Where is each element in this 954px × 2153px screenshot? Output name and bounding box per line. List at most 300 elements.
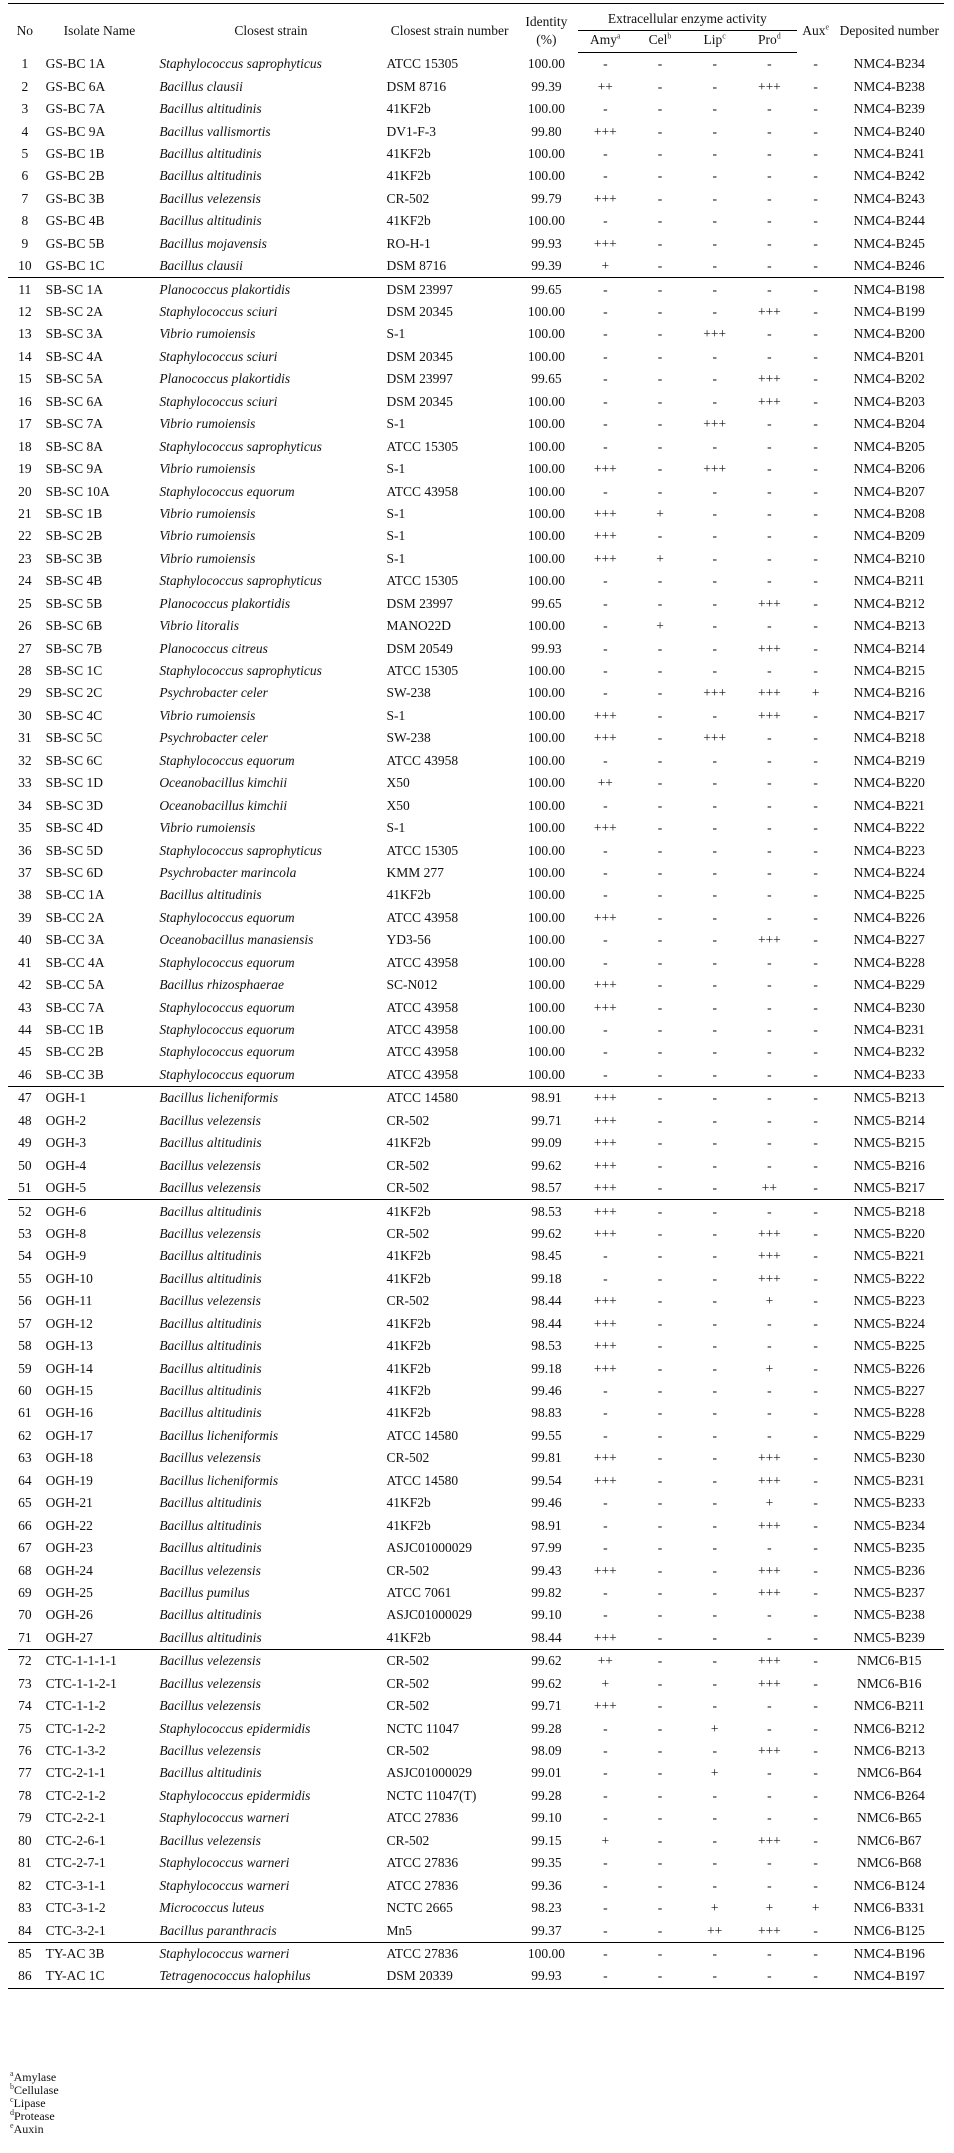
cell-closest-strain: Planococcus plakortidis [157, 278, 384, 301]
cell-no: 64 [18, 1472, 32, 1488]
cell-protease: +++ [757, 1270, 781, 1286]
cell-lipase: - [712, 1450, 717, 1466]
cell-deposited-number: NMC4-B210 [853, 550, 925, 566]
table-row [8, 682, 944, 704]
cell-deposited-number: NMC4-B217 [853, 707, 925, 723]
cell-lipase: - [712, 909, 717, 925]
cell-no: 81 [18, 1855, 32, 1871]
cell-deposited-number: NMC4-B211 [853, 573, 925, 589]
cell-strain-number: CR-502 [384, 1650, 514, 1673]
cell-isolate-name: SB-SC 4B [45, 573, 103, 589]
lip-footnote-mark: c [722, 31, 726, 41]
cell-closest-strain: Staphylococcus equorum [159, 1044, 295, 1060]
cell-lipase: - [712, 235, 717, 251]
cell-lipase: ++ [707, 1922, 723, 1938]
cell-strain-number: ATCC 15305 [386, 573, 459, 589]
footnote-text: Amylase [13, 2070, 57, 2084]
cell-auxin: - [813, 550, 818, 566]
table-row [8, 1110, 944, 1132]
cell-deposited-number: NMC4-B218 [853, 730, 925, 746]
cell-lipase: - [712, 1360, 717, 1376]
cell-auxin: - [813, 304, 818, 320]
table-row [8, 1514, 944, 1536]
table-row [8, 1762, 944, 1784]
cell-closest-strain: Bacillus velezensis [159, 1225, 261, 1241]
cell-isolate-name: SB-CC 7A [45, 999, 105, 1015]
cell-identity: 99.39 [531, 78, 562, 94]
cell-protease: - [767, 258, 772, 274]
cell-no: 7 [21, 190, 29, 206]
cell-lipase: - [712, 190, 717, 206]
cell-lipase: - [712, 1584, 717, 1600]
cell-amylase: - [603, 685, 608, 701]
cell-cellulase: + [656, 618, 664, 634]
cell-protease: - [767, 1066, 772, 1082]
cell-closest-strain: Vibrio rumoiensis [159, 461, 256, 477]
cell-deposited-number: NMC5-B215 [853, 1135, 925, 1151]
cell-cellulase: - [657, 1584, 663, 1600]
cell-identity: 100.00 [527, 550, 565, 566]
table-row [8, 1537, 944, 1559]
cell-no: 30 [18, 707, 32, 723]
cell-no: 66 [18, 1517, 32, 1533]
cell-isolate-name: SB-SC 6B [45, 618, 103, 634]
cell-lipase: - [712, 663, 717, 679]
cell-protease: - [767, 1338, 772, 1354]
cell-lipase: - [712, 438, 717, 454]
cell-amylase: - [603, 752, 608, 768]
cell-isolate-name: CTC-3-2-1 [45, 1922, 106, 1938]
cell-closest-strain: Staphylococcus warneri [157, 1942, 384, 1965]
table-row [8, 1965, 944, 1988]
cell-protease: - [767, 123, 772, 139]
cell-identity: 99.62 [531, 1675, 562, 1691]
cell-isolate-name: GS-BC 5B [45, 235, 105, 251]
cell-no: 19 [18, 461, 32, 477]
cell-deposited-number: NMC4-B222 [853, 820, 925, 836]
cell-deposited-number: NMC5-B230 [853, 1450, 925, 1466]
cell-lipase: - [712, 1855, 717, 1871]
cell-no: 5 [21, 145, 29, 161]
cell-deposited-number: NMC4-B228 [853, 954, 925, 970]
cell-auxin: - [813, 1293, 818, 1309]
cell-protease: +++ [757, 1675, 781, 1691]
cell-lipase: - [712, 1787, 717, 1803]
cell-closest-strain: Staphylococcus equorum [159, 909, 295, 925]
cell-strain-number: S-1 [386, 528, 406, 544]
cell-deposited-number: NMC6-B125 [853, 1922, 925, 1938]
cell-identity: 98.91 [531, 1517, 562, 1533]
cell-cellulase: - [657, 1517, 663, 1533]
cell-protease: +++ [757, 371, 781, 387]
cell-amylase: - [603, 1877, 608, 1893]
table-row [8, 1582, 944, 1604]
cell-lipase: - [712, 1270, 717, 1286]
cell-auxin: - [813, 438, 818, 454]
cell-closest-strain: Bacillus vallismortis [159, 123, 271, 139]
cell-strain-number: S-1 [386, 505, 406, 521]
cell-no: 51 [18, 1180, 32, 1196]
cell-protease: - [767, 730, 772, 746]
cell-auxin: - [813, 1675, 818, 1691]
cell-identity: 100.00 [527, 954, 565, 970]
cell-closest-strain: Staphylococcus equorum [159, 752, 295, 768]
table-row [8, 1245, 944, 1267]
cell-cellulase: - [633, 1087, 688, 1110]
table-row [8, 1064, 944, 1087]
cell-identity: 100.00 [527, 416, 565, 432]
cell-protease: - [767, 505, 772, 521]
cell-auxin: - [813, 1584, 818, 1600]
cell-deposited-number: NMC4-B221 [853, 797, 925, 813]
cell-amylase: - [603, 326, 608, 342]
cell-amylase: - [603, 842, 608, 858]
table-row [8, 952, 944, 974]
cell-auxin: - [813, 123, 818, 139]
cell-cellulase: - [657, 78, 663, 94]
cell-strain-number: 41KF2b [386, 1495, 431, 1511]
header-row-top [8, 4, 944, 31]
cell-amylase: - [603, 348, 608, 364]
cell-strain-number: CR-502 [386, 1743, 430, 1759]
cell-auxin: - [813, 371, 818, 387]
cell-closest-strain: Bacillus velezensis [159, 1450, 261, 1466]
cell-deposited-number: NMC5-B221 [853, 1248, 925, 1264]
cell-isolate-name: SB-SC 3D [45, 797, 104, 813]
cell-deposited-number: NMC6-B264 [853, 1787, 925, 1803]
cell-cellulase: - [633, 1942, 688, 1965]
cell-auxin: - [813, 1338, 818, 1354]
cell-closest-strain: Oceanobacillus manasiensis [159, 932, 314, 948]
cell-auxin: - [813, 1495, 818, 1511]
table-row [8, 525, 944, 547]
cell-strain-number: CR-502 [386, 1157, 430, 1173]
table-row [8, 862, 944, 884]
footnote-mark: d [10, 2108, 14, 2117]
table-row [8, 1673, 944, 1695]
table-row [8, 1740, 944, 1762]
cell-strain-number: CR-502 [386, 1675, 430, 1691]
table-row [8, 1177, 944, 1200]
cell-lipase: - [712, 393, 717, 409]
cell-protease: - [767, 1698, 772, 1714]
cell-identity: 98.44 [531, 1293, 562, 1309]
cell-identity: 99.62 [531, 1157, 562, 1173]
footnote-mark: b [10, 2082, 14, 2091]
table-row [8, 1402, 944, 1424]
cell-amylase: +++ [593, 550, 617, 566]
cell-cellulase: - [657, 1225, 663, 1241]
cell-closest-strain: Bacillus clausii [159, 258, 243, 274]
table-row [8, 1627, 944, 1650]
cell-closest-strain: Vibrio litoralis [159, 618, 239, 634]
cell-amylase: - [603, 101, 608, 117]
cell-auxin: - [813, 1066, 818, 1082]
cell-protease: - [767, 1315, 772, 1331]
cell-auxin: - [813, 190, 818, 206]
cell-cellulase: - [657, 123, 663, 139]
cell-lipase: - [712, 123, 717, 139]
cell-closest-strain: Planococcus citreus [159, 640, 268, 656]
cell-isolate-name: OGH-22 [45, 1517, 93, 1533]
cell-deposited-number: NMC6-B65 [857, 1810, 922, 1826]
cell-deposited-number: NMC4-B234 [853, 55, 925, 71]
cell-deposited-number: NMC4-B226 [853, 909, 925, 925]
cell-cellulase: - [657, 864, 663, 880]
table-row [8, 817, 944, 839]
cell-deposited-number: NMC5-B216 [853, 1157, 925, 1173]
cell-cellulase: - [657, 1472, 663, 1488]
cell-no: 42 [18, 977, 32, 993]
cell-protease: + [765, 1900, 774, 1916]
cell-isolate-name: GS-BC 1B [45, 145, 105, 161]
cell-isolate-name: SB-CC 1A [45, 887, 105, 903]
cell-no: 48 [18, 1112, 32, 1128]
cell-strain-number: ATCC 43958 [386, 999, 459, 1015]
cell-no: 39 [18, 909, 32, 925]
cell-isolate-name: CTC-1-2-2 [45, 1720, 106, 1736]
cell-cellulase: - [657, 1743, 663, 1759]
cell-lipase: - [712, 528, 717, 544]
cell-isolate-name: SB-SC 1B [45, 505, 103, 521]
cell-isolate-name: OGH-5 [45, 1180, 87, 1196]
cell-isolate-name: SB-SC 1C [45, 663, 103, 679]
cell-deposited-number: NMC6-B211 [853, 1698, 925, 1714]
cell-lipase: - [687, 278, 742, 301]
cell-lipase: - [712, 483, 717, 499]
cell-deposited-number: NMC4-B208 [853, 505, 925, 521]
cell-deposited-number: NMC4-B219 [853, 752, 925, 768]
cell-closest-strain: Vibrio rumoiensis [159, 550, 256, 566]
cell-auxin: + [811, 685, 820, 701]
table-row [8, 346, 944, 368]
cell-isolate-name: SB-SC 4A [45, 348, 104, 364]
cell-deposited-number: NMC4-B229 [853, 977, 925, 993]
table-row [8, 1132, 944, 1154]
cell-no: 16 [18, 393, 32, 409]
table-row [8, 1154, 944, 1176]
cell-strain-number: 41KF2b [386, 145, 431, 161]
cell-no: 35 [18, 820, 32, 836]
cell-protease: +++ [757, 1517, 781, 1533]
cell-auxin: - [813, 461, 818, 477]
cell-strain-number: SW-238 [386, 730, 431, 746]
cell-amylase: - [603, 1044, 608, 1060]
cell-closest-strain: Staphylococcus epidermidis [159, 1720, 311, 1736]
cell-deposited-number: NMC4-B209 [853, 528, 925, 544]
cell-closest-strain: Psychrobacter celer [159, 685, 268, 701]
cell-lipase: +++ [703, 416, 727, 432]
table-body [8, 53, 944, 1989]
table-row [8, 1335, 944, 1357]
cell-closest-strain: Staphylococcus warneri [159, 1810, 290, 1826]
cell-no: 38 [18, 887, 32, 903]
cell-protease: - [767, 190, 772, 206]
cell-protease: +++ [757, 78, 781, 94]
cell-lipase: - [712, 1832, 717, 1848]
cell-strain-number: 41KF2b [384, 1200, 514, 1223]
cell-isolate-name: SB-SC 5D [45, 842, 104, 858]
table-row [8, 794, 944, 816]
cell-amylase: - [603, 56, 608, 72]
cell-cellulase: - [657, 213, 663, 229]
cell-protease: - [767, 1629, 772, 1645]
cell-identity: 100.00 [527, 797, 565, 813]
cell-protease: - [767, 1787, 772, 1803]
cell-auxin: - [813, 1540, 818, 1556]
cell-strain-number: DSM 20345 [386, 304, 453, 320]
cell-amylase: - [603, 304, 608, 320]
cell-amylase: - [603, 1584, 608, 1600]
table-row [8, 278, 944, 301]
cell-strain-number: S-1 [386, 550, 406, 566]
cell-isolate-name: OGH-1 [42, 1087, 158, 1110]
cell-lipase: - [712, 1066, 717, 1082]
cell-protease: +++ [757, 1584, 781, 1600]
cell-no: 54 [18, 1248, 32, 1264]
cell-cellulase: - [657, 1044, 663, 1060]
cell-protease: - [767, 775, 772, 791]
footnote-mark: e [10, 2121, 14, 2130]
cell-no: 71 [18, 1629, 32, 1645]
cell-identity: 98.57 [531, 1180, 562, 1196]
cell-cellulase: - [657, 461, 663, 477]
cell-identity: 100.00 [527, 775, 565, 791]
cell-lipase: - [712, 1810, 717, 1826]
cell-auxin: - [813, 101, 818, 117]
cell-isolate-name: OGH-10 [45, 1270, 93, 1286]
cell-no: 77 [18, 1765, 32, 1781]
cell-isolate-name: SB-CC 1B [45, 1022, 104, 1038]
cell-closest-strain: Bacillus velezensis [159, 1562, 261, 1578]
cell-deposited-number: NMC4-B213 [853, 618, 925, 634]
cell-auxin: - [813, 1383, 818, 1399]
cell-deposited-number: NMC5-B213 [835, 1087, 944, 1110]
cell-lipase: - [712, 101, 717, 117]
cell-strain-number: RO-H-1 [386, 235, 431, 251]
cell-lipase: + [710, 1765, 719, 1781]
cell-amylase: - [603, 864, 608, 880]
cell-isolate-name: OGH-24 [45, 1562, 93, 1578]
cell-cellulase: - [657, 1450, 663, 1466]
cell-strain-number: NCTC 2665 [386, 1900, 453, 1916]
cell-cellulase: - [657, 1720, 663, 1736]
cell-strain-number: SC-N012 [386, 977, 438, 993]
cell-closest-strain: Staphylococcus equorum [159, 999, 295, 1015]
cell-no: 57 [18, 1315, 32, 1331]
cell-deposited-number: NMC4-B220 [853, 775, 925, 791]
cell-no: 22 [18, 528, 32, 544]
cell-identity: 100.00 [527, 999, 565, 1015]
cell-strain-number: ATCC 27836 [386, 1855, 459, 1871]
cell-closest-strain: Bacillus licheniformis [159, 1472, 279, 1488]
cell-lipase: - [712, 1112, 717, 1128]
cell-cellulase: - [657, 1810, 663, 1826]
cell-isolate-name: OGH-13 [45, 1338, 93, 1354]
cell-no: 67 [18, 1540, 32, 1556]
cell-strain-number: DSM 20345 [386, 393, 453, 409]
cell-closest-strain: Bacillus altitudinis [159, 887, 262, 903]
cell-identity: 100.00 [527, 348, 565, 364]
cell-protease: +++ [757, 1248, 781, 1264]
table-row [8, 1470, 944, 1492]
cell-closest-strain: Vibrio rumoiensis [159, 416, 256, 432]
cell-no: 1 [21, 55, 29, 71]
cell-deposited-number: NMC4-B232 [853, 1044, 925, 1060]
isolates-table [8, 3, 944, 1989]
col-no-header: No [8, 4, 42, 53]
cell-closest-strain: Vibrio rumoiensis [159, 707, 256, 723]
cell-no: 85 [8, 1942, 42, 1965]
table-row [8, 1695, 944, 1717]
table-row [8, 705, 944, 727]
cell-auxin: - [813, 505, 818, 521]
cell-isolate-name: SB-SC 6D [45, 864, 104, 880]
cell-closest-strain: Bacillus altitudinis [159, 1360, 262, 1376]
cell-identity: 98.23 [531, 1900, 562, 1916]
cell-auxin: - [813, 1720, 818, 1736]
cell-protease: - [742, 1942, 797, 1965]
cell-auxin: - [813, 1765, 818, 1781]
cell-no: 11 [8, 278, 42, 301]
cell-isolate-name: GS-BC 6A [45, 78, 106, 94]
cell-deposited-number: NMC4-B214 [853, 640, 925, 656]
cell-strain-number: ATCC 43958 [386, 1044, 459, 1060]
cell-isolate-name: SB-SC 7B [45, 640, 103, 656]
cell-protease: +++ [757, 1472, 781, 1488]
cell-protease: - [767, 528, 772, 544]
cell-cellulase: - [657, 1900, 663, 1916]
cell-identity: 100.00 [527, 909, 565, 925]
cell-amylase: +++ [593, 1360, 617, 1376]
cell-identity: 100.00 [527, 461, 565, 477]
cell-lipase: - [712, 1044, 717, 1060]
table-row [8, 1717, 944, 1739]
cell-no: 59 [18, 1360, 32, 1376]
cell-isolate-name: OGH-2 [45, 1112, 87, 1128]
cell-strain-number: CR-502 [386, 1450, 430, 1466]
cell-cellulase: - [657, 1540, 663, 1556]
cell-amylase: - [578, 1942, 633, 1965]
cell-auxin: - [813, 168, 818, 184]
cell-amylase: - [603, 1022, 608, 1038]
cell-identity: 100.00 [527, 932, 565, 948]
cell-protease: - [767, 1607, 772, 1623]
cell-isolate-name: SB-SC 9A [45, 461, 104, 477]
cell-cellulase: - [657, 1877, 663, 1893]
cell-protease: - [767, 416, 772, 432]
cell-closest-strain: Oceanobacillus kimchii [159, 797, 288, 813]
cell-cellulase: - [657, 1022, 663, 1038]
cell-auxin: - [813, 1922, 818, 1938]
cell-isolate-name: GS-BC 3B [45, 190, 105, 206]
cell-amylase: ++ [578, 1650, 633, 1673]
table-row [8, 772, 944, 794]
cell-protease: - [767, 145, 772, 161]
cell-cellulase: - [657, 640, 663, 656]
cell-deposited-number: NMC5-B237 [853, 1584, 925, 1600]
cell-isolate-name: SB-SC 6C [45, 752, 103, 768]
cell-cellulase: - [657, 842, 663, 858]
cell-isolate-name: TY-AC 1C [42, 1965, 158, 1988]
cell-no: 70 [18, 1607, 32, 1623]
cell-identity: 100.00 [527, 864, 565, 880]
cell-cellulase: - [657, 820, 663, 836]
table-row [8, 1807, 944, 1829]
cell-identity: 100.00 [527, 707, 565, 723]
cell-lipase: - [712, 1427, 717, 1443]
cell-strain-number: S-1 [386, 326, 406, 342]
